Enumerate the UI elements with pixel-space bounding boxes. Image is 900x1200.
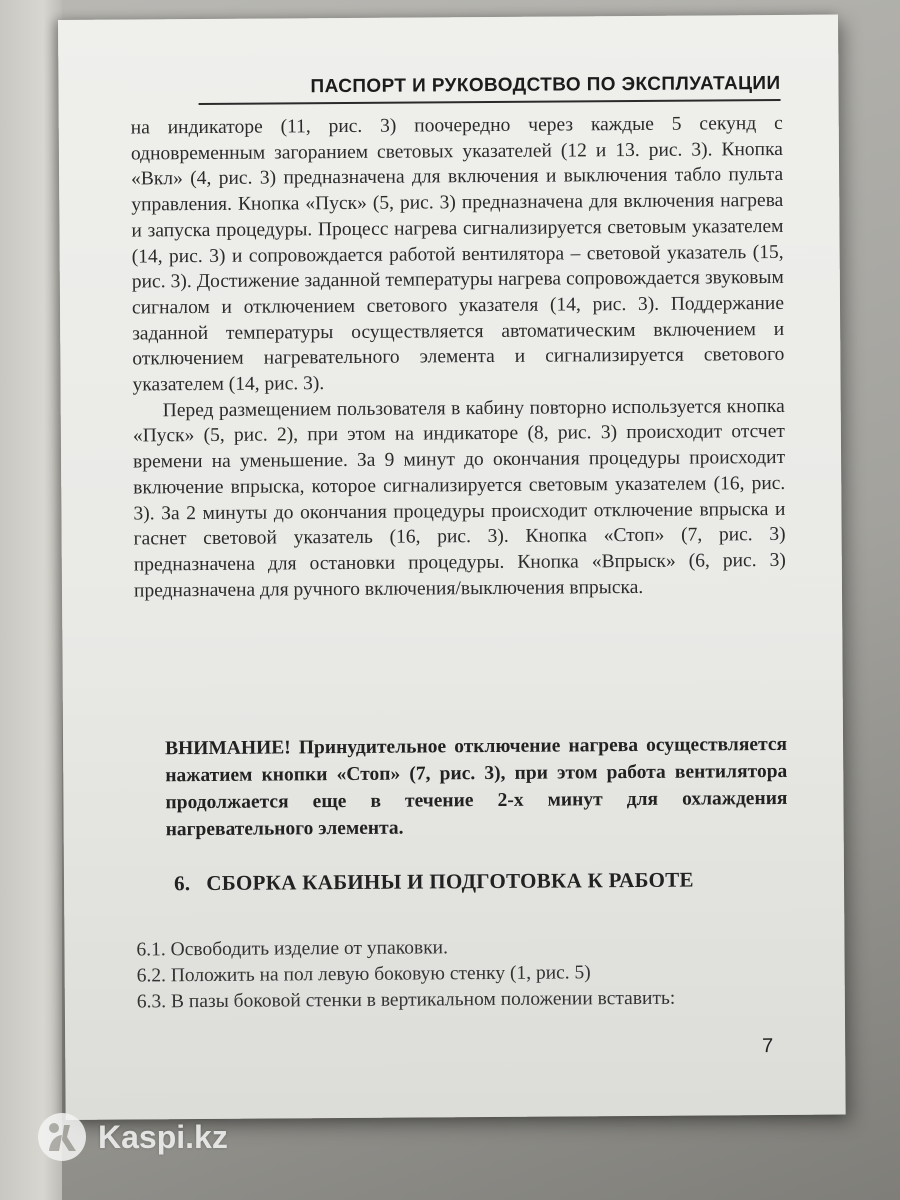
steps-list bbox=[136, 933, 817, 1016]
warning-block bbox=[135, 731, 788, 844]
section-title: СБОРКА КАБИНЫ И ПОДГОТОВКА К РАБОТЕ bbox=[206, 867, 694, 895]
watermark bbox=[36, 1111, 228, 1163]
section-heading bbox=[174, 868, 694, 897]
header-rule bbox=[199, 99, 781, 105]
list-item: 6.3. В пазы боковой стенки в вертикальном положении вставить: bbox=[136, 987, 676, 1013]
document-page bbox=[58, 15, 846, 1120]
warning-text: ВНИМАНИЕ! Принудительное отключение нагрева осуществляется нажатием кнопки «Стоп» (7, рис. 3), при этом работа вентилятора продолжается еще в течение 2-х минут для охлаждения нагревательного элемента. bbox=[165, 733, 788, 841]
paragraph-1: на индикаторе (11, рис. 3) поочередно через каждые 5 секунд с одновременным загоранием световых указателей (12 и 13. рис. 3). Кнопка «Вкл» (4, рис. 3) предназначена для включения и выключения табло пульта управления. Кнопка «Пуск» (5, рис. 3) предназначена для включения нагрева и запуска процедуры. Процесс нагрева сигнализируется световым указателем (14, рис. 3) и сопровождается работой вентилятора – световой указатель (15, рис. 3). Достижение заданной температуры нагрева сопровождается звуковым сигналом и отключением светового указателя (14, рис. 3). Поддержание заданной температуры осуществляется автоматическим включением и отключением нагревательного элемента и сигнализируется светового указателем (14, рис. 3). bbox=[130, 112, 785, 396]
page-number: 7 bbox=[761, 1035, 774, 1058]
left-page-edge bbox=[0, 0, 62, 1200]
list-item: 6.1. Освободить изделие от упаковки. bbox=[136, 937, 449, 961]
kaspi-logo-icon bbox=[36, 1111, 88, 1163]
body-text bbox=[131, 111, 786, 604]
list-item: 6.2. Положить на пол левую боковую стенку (1, рис. 5) bbox=[136, 962, 591, 987]
paragraph-2: Перед размещением пользователя в кабину повторно используется кнопка «Пуск» (5, рис. 2), при этом на индикаторе (8, рис. 3) происходит отсчет времени на уменьшение. За 9 минут до окончания процедуры происходит включение впрыска, которое сигнализируется световым указателем (16, рис. 3). За 2 минуты до окончания процедуры происходит отключение впрыска и гаснет световой указатель (16, рис. 3). Кнопка «Стоп» (7, рис. 3) предназначена для остановки процедуры. Кнопка «Впрыск» (6, рис. 3) предназначена для ручного включения/выключения впрыска. bbox=[132, 395, 786, 602]
watermark-text: Kaspi.kz bbox=[98, 1118, 228, 1155]
page-header: ПАСПОРТ И РУКОВОДСТВО ПО ЭКСПЛУАТАЦИИ bbox=[310, 72, 781, 98]
section-number: 6. bbox=[173, 871, 191, 896]
